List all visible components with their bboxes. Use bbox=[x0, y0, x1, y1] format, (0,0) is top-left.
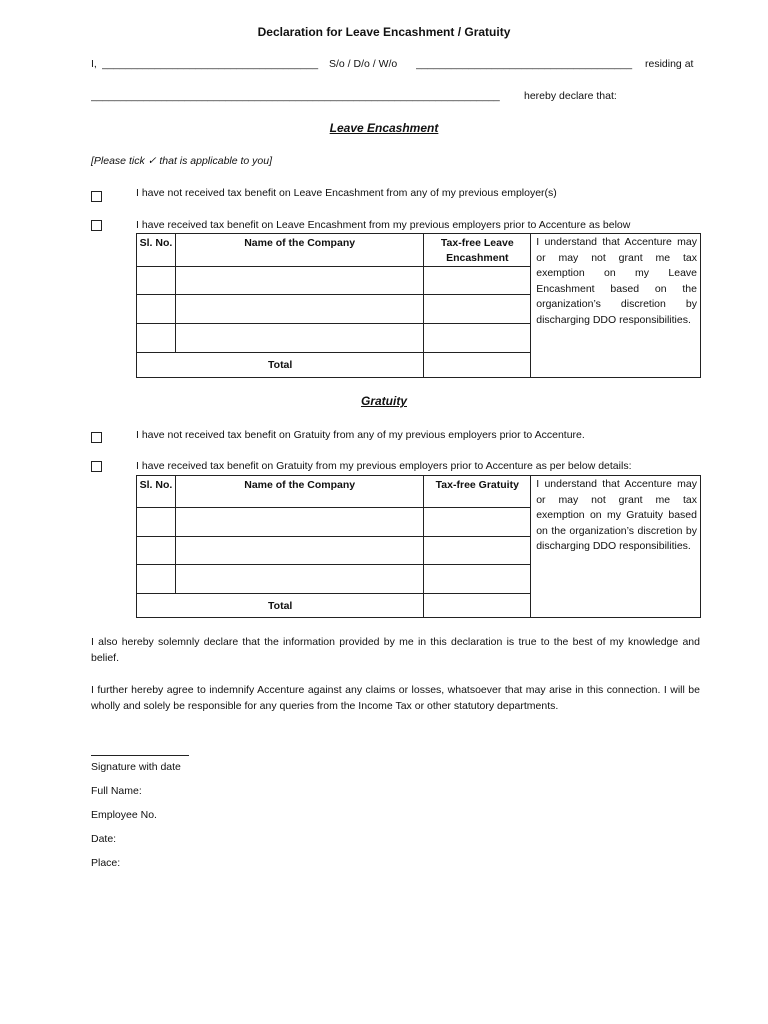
intro-prefix: I, bbox=[91, 58, 97, 70]
sl-no-cell[interactable] bbox=[137, 267, 176, 295]
company-cell[interactable] bbox=[175, 324, 423, 353]
instruction-before: [Please tick bbox=[91, 155, 145, 167]
amount-cell[interactable] bbox=[424, 537, 531, 565]
check-mark-icon: ✓ bbox=[147, 155, 157, 167]
declaration-paragraph-1: I also hereby solemnly declare that the information provided by me in this declaration is true to the best of my knowledge and belief. bbox=[91, 636, 700, 664]
date-label: Date: bbox=[91, 833, 117, 845]
leave-encashment-table bbox=[136, 233, 701, 378]
company-cell[interactable] bbox=[175, 267, 423, 295]
total-amount-cell[interactable] bbox=[424, 353, 531, 378]
company-cell[interactable] bbox=[175, 508, 423, 537]
col-header-sl-no: Sl. No. bbox=[137, 234, 176, 267]
relation-label: S/o / D/o / W/o bbox=[329, 58, 398, 70]
company-cell[interactable] bbox=[175, 565, 423, 594]
declaration-paragraph-2: I further hereby agree to indemnify Accenture against any claims or losses, whatsoever that may arise in this connection. I will be wholly and solely be responsible for any queries from the Income Tax or other statutory departments. bbox=[91, 684, 700, 712]
total-label: Total bbox=[137, 594, 424, 618]
leave-option2-label: I have received tax benefit on Leave Encashment from my previous employers prior to Accenture as below bbox=[136, 219, 631, 231]
amount-cell[interactable] bbox=[424, 508, 531, 537]
gratuity-table bbox=[136, 475, 701, 618]
place-label: Place: bbox=[91, 857, 121, 869]
col-header-sl-no: Sl. No. bbox=[137, 476, 176, 508]
signature-line[interactable] bbox=[91, 755, 189, 756]
gratuity-note: I understand that Accenture may or may not grant me tax exemption on my Gratuity based on the organization’s discretion by discharging DDO responsibilities. bbox=[531, 476, 701, 618]
company-cell[interactable] bbox=[175, 537, 423, 565]
sl-no-cell[interactable] bbox=[137, 537, 176, 565]
leave-option1-label: I have not received tax benefit on Leave Encashment from any of my previous employer(s) bbox=[136, 187, 557, 199]
residing-at-label: residing at bbox=[645, 58, 694, 70]
company-cell[interactable] bbox=[175, 295, 423, 324]
col-header-tax-free-gratuity: Tax-free Gratuity bbox=[424, 476, 531, 508]
instruction-after: that is applicable to you] bbox=[159, 155, 273, 167]
sl-no-cell[interactable] bbox=[137, 324, 176, 353]
sl-no-cell[interactable] bbox=[137, 295, 176, 324]
tick-instruction bbox=[91, 155, 272, 167]
amount-cell[interactable] bbox=[424, 267, 531, 295]
total-amount-cell[interactable] bbox=[424, 594, 531, 618]
gratuity-heading: Gratuity bbox=[360, 394, 407, 408]
col-header-company: Name of the Company bbox=[175, 476, 423, 508]
hereby-declare-label: hereby declare that: bbox=[524, 90, 617, 102]
relation-name-blank[interactable]: _____________________________________ bbox=[416, 58, 633, 70]
address-blank[interactable]: ______________________________________________________________________ bbox=[91, 90, 500, 102]
total-label: Total bbox=[137, 353, 424, 378]
name-blank[interactable]: _____________________________________ bbox=[102, 58, 319, 70]
col-header-tax-free-leave: Tax-free Leave Encashment bbox=[424, 234, 531, 267]
gratuity-option2-label: I have received tax benefit on Gratuity from my previous employers prior to Accenture as per below details: bbox=[136, 460, 632, 472]
amount-cell[interactable] bbox=[424, 565, 531, 594]
amount-cell[interactable] bbox=[424, 324, 531, 353]
leave-note: I understand that Accenture may or may not grant me tax exemption on my Leave Encashment based on the organization’s discretion by discharging DDO responsibilities. bbox=[531, 234, 701, 378]
leave-encashment-heading: Leave Encashment bbox=[329, 121, 439, 135]
sl-no-cell[interactable] bbox=[137, 508, 176, 537]
signature-label: Signature with date bbox=[91, 761, 181, 773]
gratuity-option2-checkbox[interactable] bbox=[91, 461, 102, 472]
leave-option1-checkbox[interactable] bbox=[91, 191, 102, 202]
amount-cell[interactable] bbox=[424, 295, 531, 324]
document-title: Declaration for Leave Encashment / Gratuity bbox=[257, 25, 511, 39]
employee-no-label: Employee No. bbox=[91, 809, 157, 821]
gratuity-option1-label: I have not received tax benefit on Gratuity from any of my previous employers prior to Accenture. bbox=[136, 429, 585, 441]
full-name-label: Full Name: bbox=[91, 785, 142, 797]
leave-option2-checkbox[interactable] bbox=[91, 220, 102, 231]
sl-no-cell[interactable] bbox=[137, 565, 176, 594]
col-header-company: Name of the Company bbox=[175, 234, 423, 267]
gratuity-option1-checkbox[interactable] bbox=[91, 432, 102, 443]
